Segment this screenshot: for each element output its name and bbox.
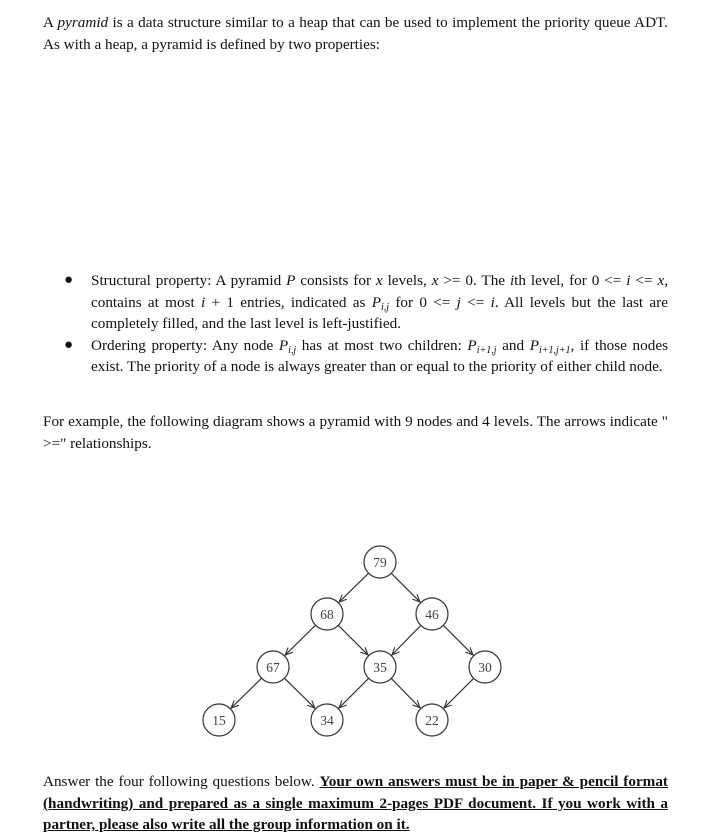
term-pyramid: pyramid xyxy=(57,14,109,31)
arrow-n46-n35 xyxy=(392,625,421,654)
node-label: 30 xyxy=(478,660,492,675)
node-label: 35 xyxy=(373,660,387,675)
arrow-n68-n67 xyxy=(285,625,315,655)
node-67 xyxy=(257,651,289,683)
node-label: 68 xyxy=(320,607,334,622)
answer-instructions: Answer the four following questions below. Your own answers must be in paper & pencil format (handwriting) and prepared as a single maximum 2-pages PDF document. If you work with a partner, please also write all the group information on it. xyxy=(43,773,668,833)
arrow-n46-n30 xyxy=(443,625,473,655)
property-list xyxy=(64,270,668,378)
arrow-n67-n34 xyxy=(284,678,314,708)
arrow-n35-n22 xyxy=(391,678,420,707)
node-label: 15 xyxy=(212,713,226,728)
node-15 xyxy=(203,704,235,736)
node-label: 79 xyxy=(373,555,387,570)
pyramid-diagram xyxy=(0,530,713,745)
intro-paragraph: A pyramid is a data structure similar to a heap that can be used to implement the priority queue ADT. As with a heap, a pyramid is defined by two properties: xyxy=(43,14,668,53)
example-paragraph: For example, the following diagram shows a pyramid with 9 nodes and 4 levels. The arrows indicate " >=" relationships. xyxy=(43,413,668,452)
node-label: 22 xyxy=(425,713,439,728)
ordering-property: ● Ordering property: Any node $P_{i,j}$ has at most two children: $P_{i+1,j}$ and $P_{i+1,j+1}$, if those nodes exist. The priority of a node is always greater than or equal to the priority of either child node. xyxy=(64,336,668,375)
node-30 xyxy=(469,651,501,683)
arrow-n67-n15 xyxy=(231,678,261,708)
structural-property: ● Structural property: A pyramid P consists for x levels, x >= 0. The ith level, for 0 <= i <= x, contains at most i + 1 entries, indicated as $P_{i,j}$ for 0 <= j <= i. All levels but the last are completely filled, and the last level is left-justified. xyxy=(64,272,668,332)
arrow-n35-n34 xyxy=(339,678,369,708)
arrow-n79-n68 xyxy=(339,573,368,602)
node-34 xyxy=(311,704,343,736)
answer-requirements: Your own answers must be in paper & pencil format (handwriting) and prepared as a single maximum 2-pages PDF document. If you work with a partner, please also write all the group information on it. xyxy=(43,773,668,833)
node-79 xyxy=(364,546,396,578)
node-label: 67 xyxy=(266,660,280,675)
arrow-n68-n35 xyxy=(338,625,368,655)
node-68 xyxy=(311,598,343,630)
node-22 xyxy=(416,704,448,736)
arrow-n30-n22 xyxy=(444,678,474,708)
node-35 xyxy=(364,651,396,683)
bullet-icon: ● xyxy=(64,336,74,353)
node-46 xyxy=(416,598,448,630)
arrow-n79-n46 xyxy=(391,573,420,602)
bullet-icon: ● xyxy=(64,272,74,288)
node-label: 46 xyxy=(425,607,439,622)
node-label: 34 xyxy=(320,713,334,728)
